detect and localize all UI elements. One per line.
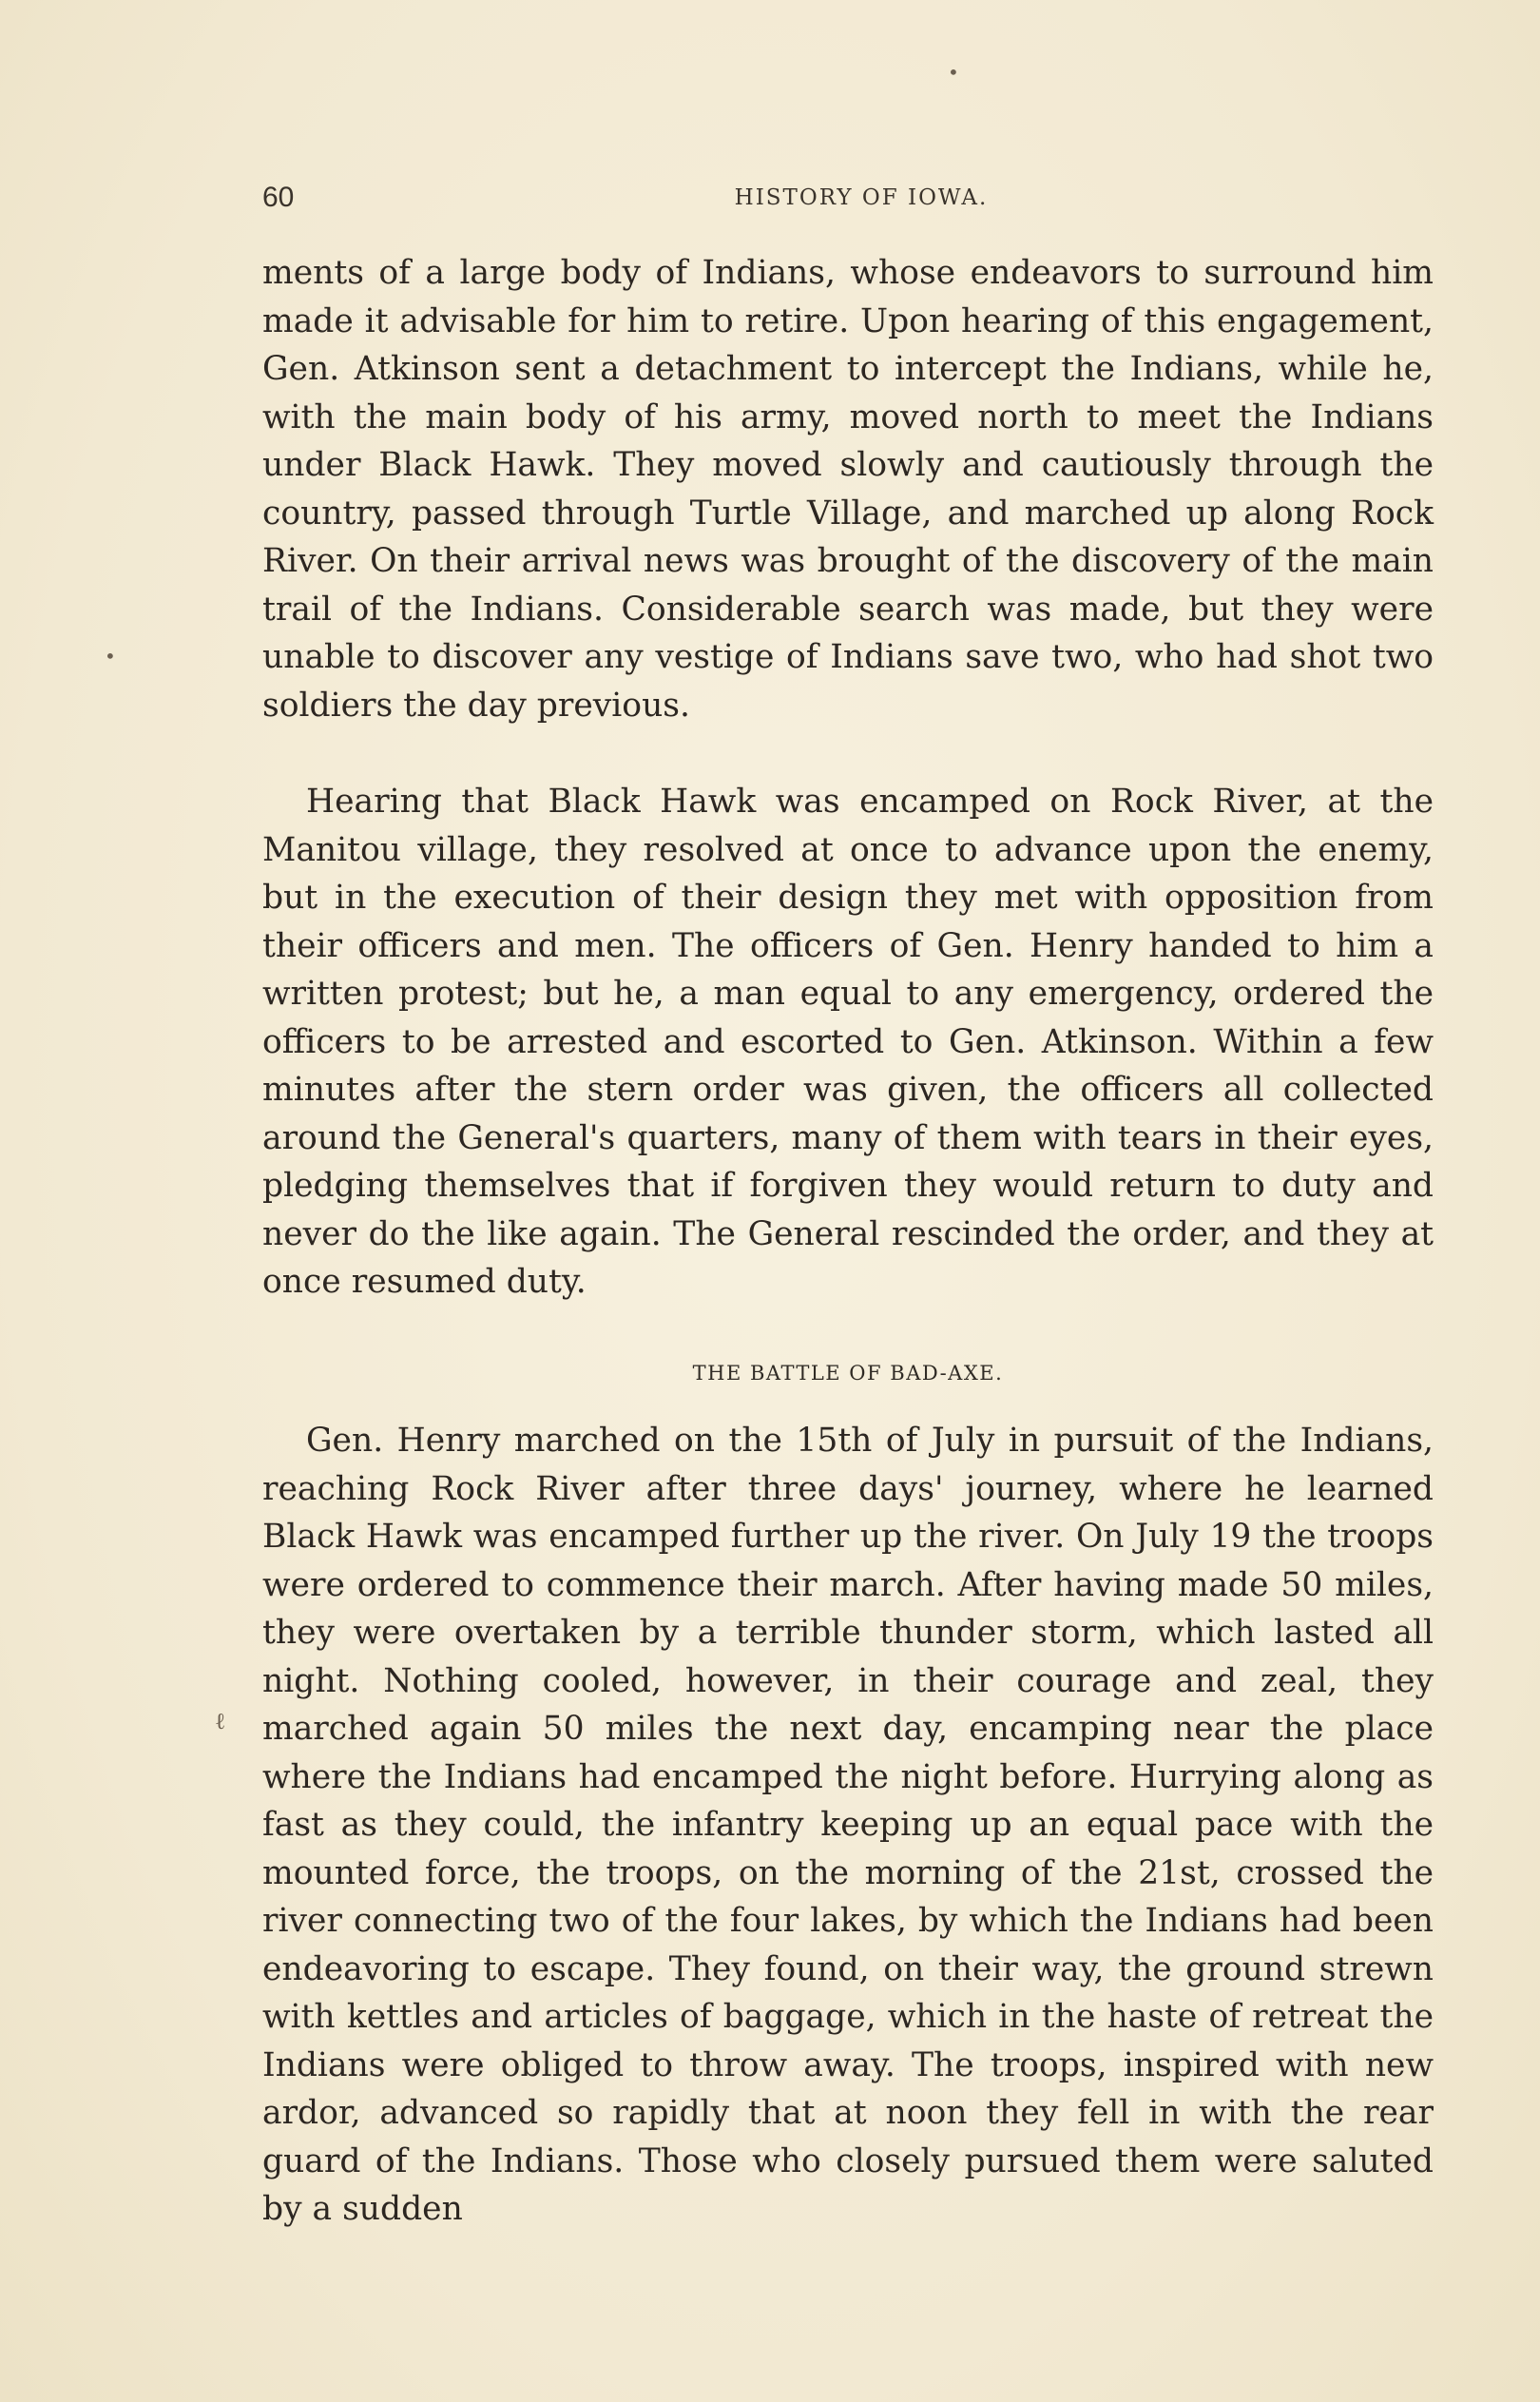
paragraph-text: Hearing that Black Hawk was encamped on Rock River, at the Manitou village, they resolved at once to advance upon the enemy, but in the execution of their design they met with opposition from their officers and men. The officers of Gen. Henry handed to him a written protest; but he, a man equal to any emergency, ordered the officers to be arrested and escorted to Gen. Atkinson. Within a few minutes after the stern order was given, the officers all collected around the General's quarters, many of them with tears in their eyes, pledging themselves that if forgiven they would return to duty and never do the like again. The General rescinded the order, and they at once resumed duty.: [262, 783, 1434, 1301]
paragraph-1: [262, 249, 1434, 729]
paragraph-text: Gen. Henry marched on the 15th of July in pursuit of the Indians, reaching Rock River after three days' journey, where he learned Black Hawk was encamped further up the river. On July 19 the troops were ordered to commence their march. After having made 50 miles, they were overtaken by a terrible thunder storm, which lasted all night. Nothing cooled, however, in their courage and zeal, they marched again 50 miles the next day, encamping near the place where the Indians had encamped the night before. Hurrying along as fast as they could, the infantry keeping up an equal pace with the mounted force, the troops, on the morning of the 21st, crossed the river connecting two of the four lakes, by which the Indians had been endeavoring to escape. They found, on their way, the ground strewn with kettles and articles of baggage, which in the haste of retreat the Indians were obliged to throw away. The troops, inspired with new ardor, advanced so rapidly that at noon they fell in with the rear guard of the Indians. Those who closely pursued them were saluted by a sudden: [262, 1422, 1434, 2228]
paragraph-2: [262, 778, 1434, 1307]
ink-speck: •: [948, 61, 959, 84]
paragraph-3: [262, 1417, 1434, 2234]
page-header: [262, 182, 1460, 220]
page-number: 60: [262, 182, 295, 213]
ink-speck: ℓ: [215, 1708, 226, 1734]
section-heading: THE BATTLE OF BAD-AXE.: [692, 1362, 1004, 1385]
paragraph-text: ments of a large body of Indians, whose endeavors to surround him made it advisable for him to retire. Upon hearing of this engagement, Gen. Atkinson sent a detachment to intercept the Indians, while he, with the main body of his army, moved north to meet the Indians under Black Hawk. They moved slowly and cautiously through the country, passed through Turtle Village, and marched up along Rock River. On their arrival news was brought of the discovery of the main trail of the Indians. Considerable search was made, but they were unable to discover any vestige of Indians save two, who had shot two soldiers the day previous.: [262, 254, 1434, 725]
running-title: HISTORY OF IOWA.: [734, 185, 989, 210]
ink-speck: •: [105, 645, 116, 668]
